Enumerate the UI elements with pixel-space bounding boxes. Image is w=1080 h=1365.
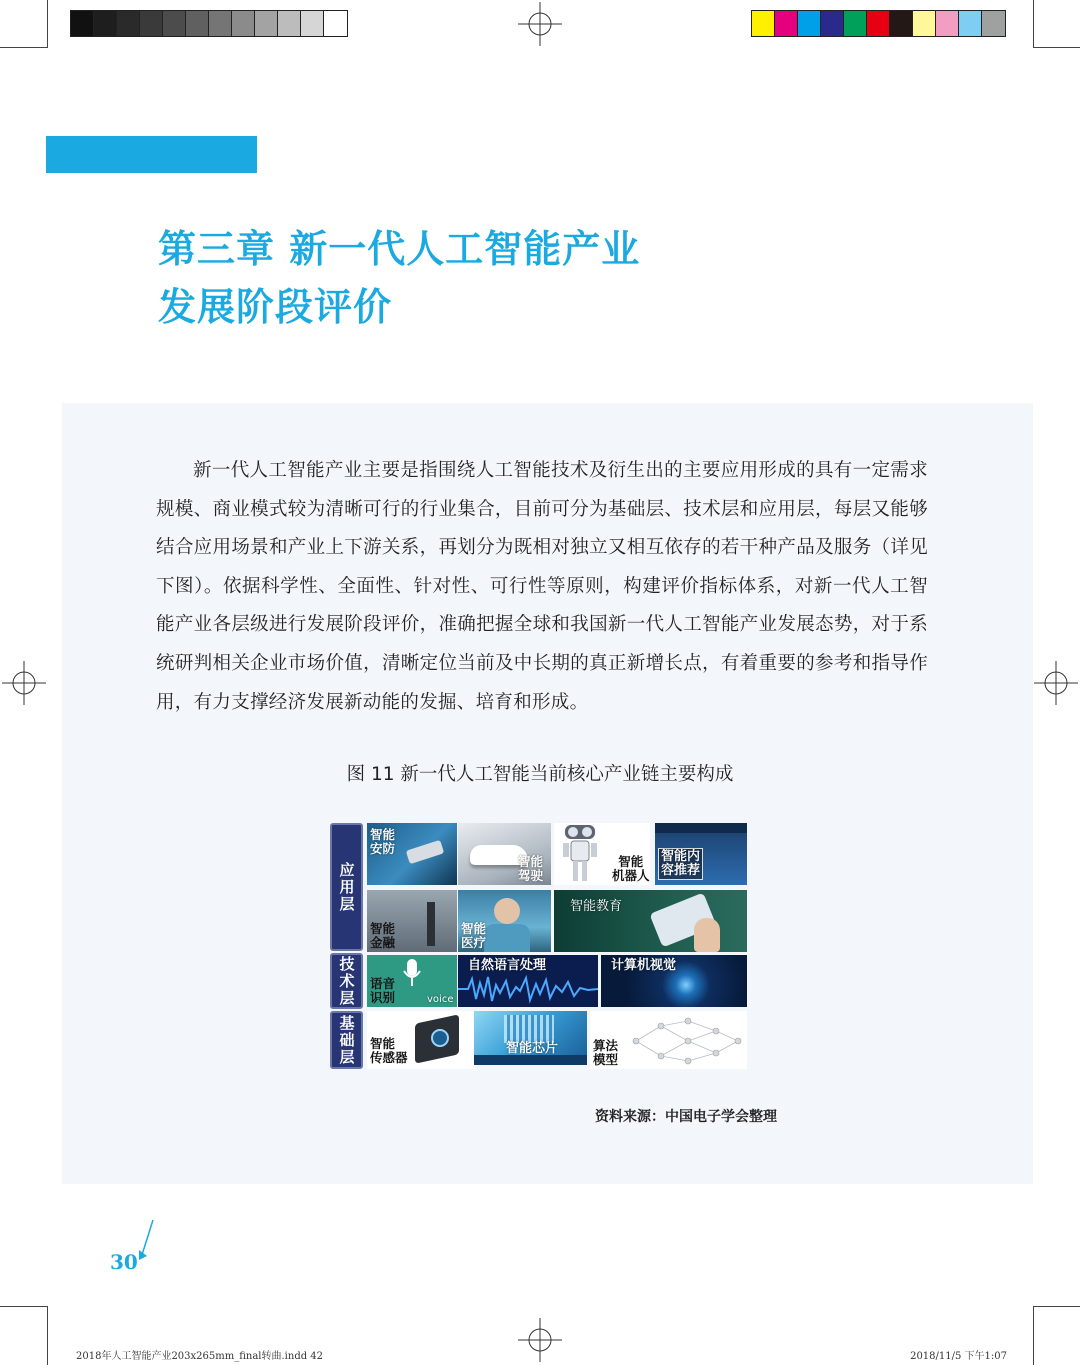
calibration-swatch bbox=[844, 11, 867, 36]
tile-smart-education bbox=[554, 890, 747, 952]
calibration-swatch bbox=[209, 11, 232, 36]
tile-nlp bbox=[458, 955, 598, 1007]
calibration-swatch bbox=[798, 11, 821, 36]
chapter-title-line-2: 发展阶段评价 bbox=[158, 285, 393, 329]
doctor-figure bbox=[494, 898, 520, 924]
person-figure bbox=[427, 902, 435, 946]
layer-label-foundation: 基础层 bbox=[330, 1011, 363, 1069]
calibration-swatch bbox=[163, 11, 186, 36]
tile-smart-driving bbox=[458, 823, 551, 885]
industry-chain-figure bbox=[330, 823, 750, 1071]
soundwave-icon bbox=[458, 973, 598, 1005]
tile-label-driving: 智能 驾驶 bbox=[518, 854, 544, 883]
crop-mark bbox=[47, 1306, 48, 1365]
crop-mark bbox=[1033, 1306, 1080, 1307]
calibration-swatch bbox=[936, 11, 959, 36]
calibration-swatch bbox=[232, 11, 255, 36]
chapter-accent-bar bbox=[46, 136, 257, 173]
voice-word: voice bbox=[427, 994, 454, 1005]
layer-label-technology: 技术层 bbox=[330, 953, 363, 1009]
camera-icon bbox=[406, 840, 445, 864]
calibration-swatch bbox=[255, 11, 278, 36]
tile-smart-content bbox=[655, 823, 747, 885]
registration-mark bbox=[518, 1318, 562, 1362]
calibration-swatch bbox=[890, 11, 913, 36]
calibration-swatch bbox=[71, 11, 94, 36]
doctor-body bbox=[484, 924, 530, 952]
calibration-swatch bbox=[324, 11, 347, 36]
tile-smart-chip bbox=[474, 1011, 587, 1065]
calibration-swatch bbox=[821, 11, 844, 36]
calibration-swatch bbox=[301, 11, 324, 36]
calibration-swatch bbox=[913, 11, 936, 36]
tile-label-security: 智能 安防 bbox=[370, 827, 396, 856]
tile-computer-vision bbox=[601, 955, 747, 1007]
registration-mark bbox=[2, 661, 46, 705]
calibration-swatch bbox=[775, 11, 798, 36]
crop-mark bbox=[1033, 1306, 1034, 1365]
chapter-title-line-1: 第三章 新一代人工智能产业 bbox=[158, 227, 641, 271]
tile-label-chip: 智能芯片 bbox=[506, 1041, 559, 1056]
chip-caption-strip bbox=[474, 1055, 587, 1065]
tile-label-speech: 语音 识别 bbox=[370, 976, 396, 1005]
tile-label-education: 智能教育 bbox=[570, 899, 623, 914]
tile-smart-robot bbox=[554, 823, 650, 885]
page-number: 30 bbox=[110, 1250, 138, 1274]
calibration-swatch bbox=[982, 11, 1005, 36]
crop-mark bbox=[0, 47, 48, 48]
tile-smart-medical bbox=[458, 890, 551, 952]
tile-smart-security bbox=[367, 823, 457, 885]
calibration-swatch bbox=[186, 11, 209, 36]
hand-figure bbox=[694, 918, 720, 952]
tile-label-algorithm: 算法 模型 bbox=[593, 1038, 619, 1067]
figure-caption: 图 11 新一代人工智能当前核心产业链主要构成 bbox=[346, 764, 734, 785]
app-header-strip bbox=[655, 823, 747, 833]
tile-speech-recognition bbox=[367, 955, 457, 1007]
figure-source: 资料来源：中国电子学会整理 bbox=[595, 1109, 777, 1125]
robot-icon bbox=[559, 823, 601, 885]
network-graph-icon bbox=[626, 1011, 746, 1069]
tile-label-nlp: 自然语言处理 bbox=[468, 958, 547, 973]
layer-label-application: 应用层 bbox=[330, 823, 363, 951]
grayscale-calibration-bar bbox=[70, 10, 348, 37]
chip-building-graphic bbox=[504, 1015, 554, 1043]
calibration-swatch bbox=[959, 11, 982, 36]
tile-label-vision: 计算机视觉 bbox=[611, 958, 677, 973]
sensor-lens-icon bbox=[431, 1029, 449, 1047]
chapter-title bbox=[158, 220, 640, 336]
tile-smart-sensor bbox=[367, 1011, 475, 1069]
crop-mark bbox=[1033, 47, 1080, 48]
slug-file-info: 2018年人工智能产业203x265mm_final转曲.indd 42 bbox=[76, 1351, 324, 1362]
slug-timestamp: 2018/11/5 下午1:07 bbox=[910, 1351, 1007, 1362]
tile-label-finance: 智能 金融 bbox=[370, 921, 396, 950]
crop-mark bbox=[47, 0, 48, 48]
crop-mark bbox=[0, 1306, 48, 1307]
calibration-swatch bbox=[140, 11, 163, 36]
calibration-swatch bbox=[94, 11, 117, 36]
tile-algorithm-model bbox=[590, 1011, 747, 1069]
tile-label-content: 智能内 容推荐 bbox=[658, 848, 703, 880]
color-calibration-bar bbox=[751, 10, 1006, 37]
tile-smart-finance bbox=[367, 890, 457, 952]
crop-mark bbox=[1033, 0, 1034, 48]
registration-mark bbox=[1034, 661, 1078, 705]
calibration-swatch bbox=[278, 11, 301, 36]
calibration-swatch bbox=[867, 11, 890, 36]
calibration-swatch bbox=[752, 11, 775, 36]
body-paragraph: 新一代人工智能产业主要是指围绕人工智能技术及衍生出的主要应用形成的具有一定需求规模、商业模式较为清晰可行的行业集合，目前可分为基础层、技术层和应用层，每层又能够结合应用场景和产业上下游关系，再划分为既相对独立又相互依存的若干种产品及服务（详见下图）。依据科学性、全面性、针对性、可行性等原则，构建评价指标体系，对新一代人工智能产业各层级进行发展阶段评价，准确把握全球和我国新一代人工智能产业发展态势，对于系统研判相关企业市场价值，清晰定位当前及中长期的真正新增长点，有着重要的参考和指导作用，有力支撑经济发展新动能的发掘、培育和形成。 bbox=[156, 460, 928, 713]
calibration-swatch bbox=[117, 11, 140, 36]
tile-label-robot: 智能 机器人 bbox=[612, 854, 650, 883]
tile-label-sensor: 智能 传感器 bbox=[370, 1036, 408, 1065]
microphone-icon bbox=[401, 958, 423, 988]
registration-mark bbox=[518, 2, 562, 46]
tile-label-medical: 智能 医疗 bbox=[461, 921, 487, 950]
